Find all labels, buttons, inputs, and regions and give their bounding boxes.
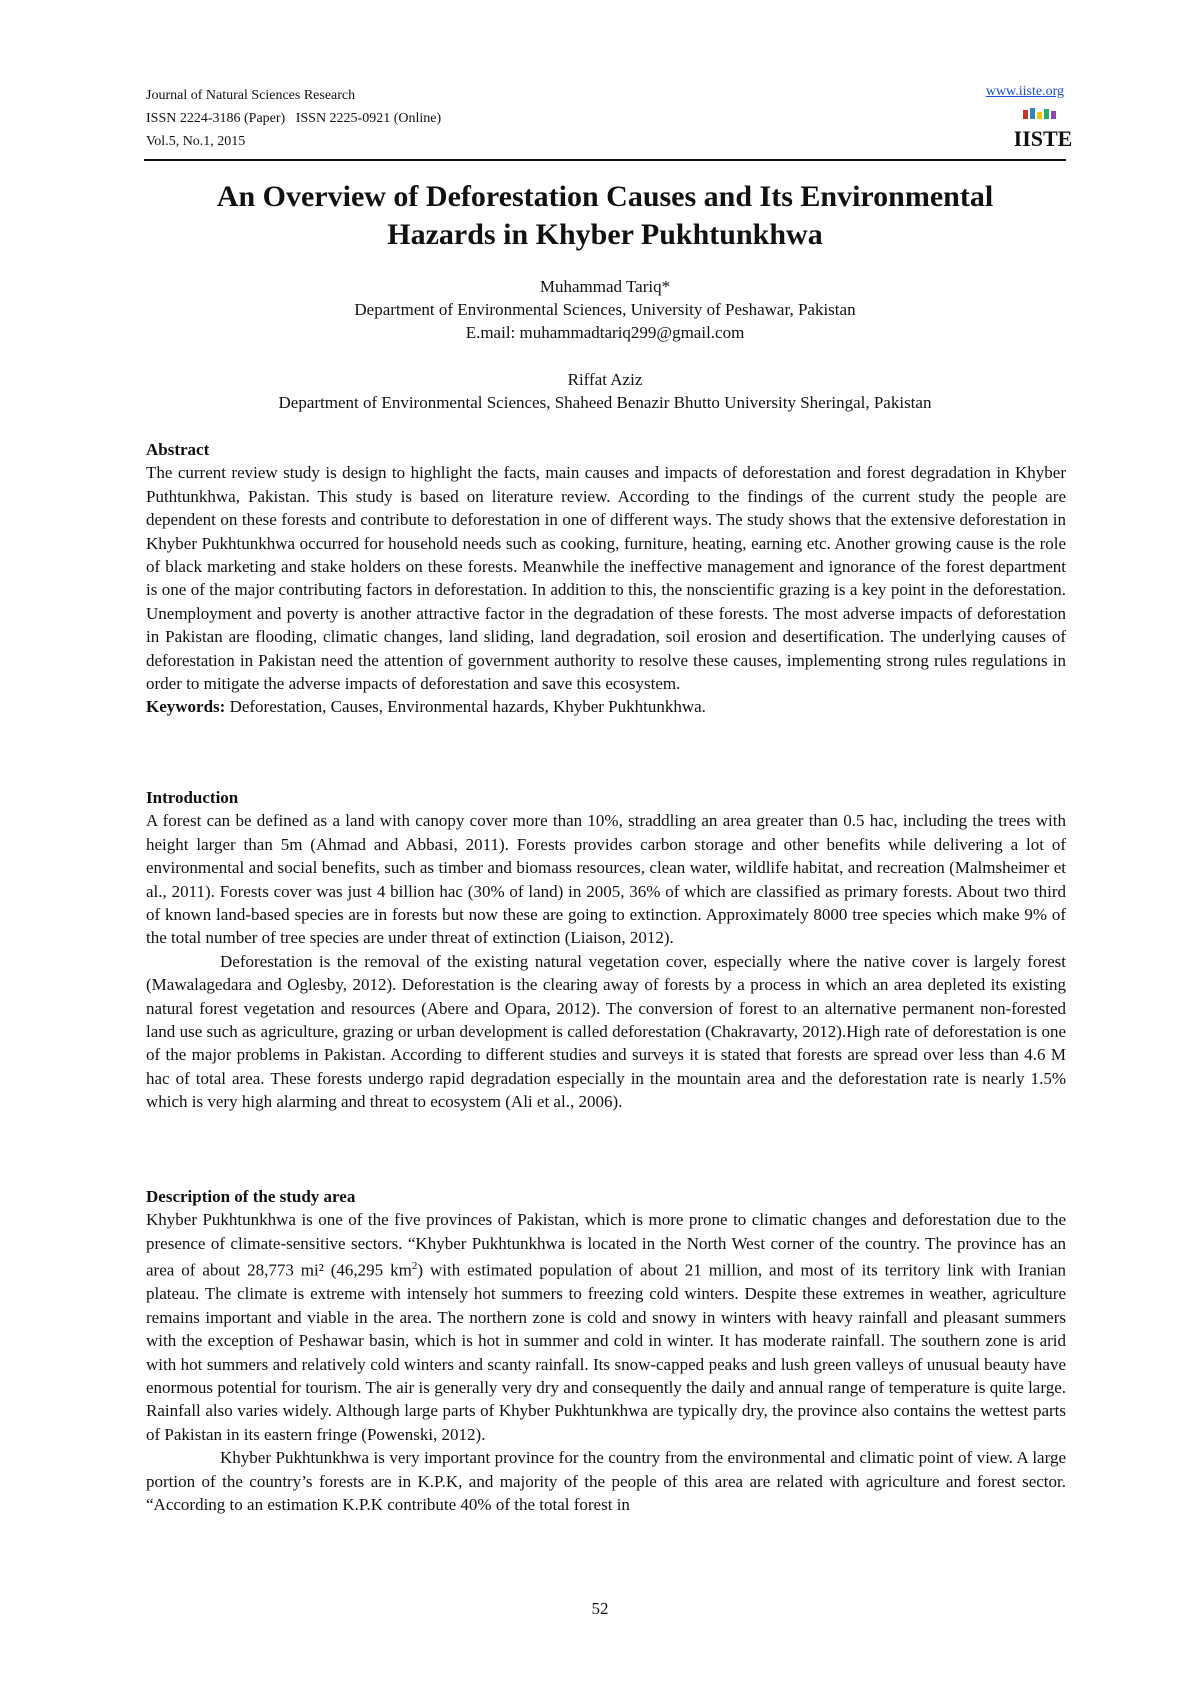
author-name: Muhammad Tariq* — [539, 277, 671, 296]
introduction-heading: Introduction — [146, 788, 239, 807]
paper-title — [144, 178, 1066, 254]
title-line-1: An Overview of Deforestation Causes and Its Environmental — [216, 180, 994, 213]
journal-name: Journal of Natural Sciences Research — [146, 88, 356, 103]
author-name: Riffat Aziz — [567, 370, 643, 389]
iiste-logo — [1013, 108, 1073, 152]
header-divider — [144, 159, 1066, 161]
author-email: E.mail: muhammadtariq299@gmail.com — [465, 323, 745, 342]
abstract-text: The current review study is design to highlight the facts, main causes and impacts of deforestation and forest degradation in Khyber Puthtunkhwa, Pakistan. This study is based on literature review. According to the findings of the current study the people are dependent on these forests and contribute to deforestation in one of different ways. The study shows that the extensive deforestation in Khyber Pukhtunkhwa occurred for household needs such as cooking, furniture, heating, earning etc. Another growing cause is the role of black marketing and stake holders on these forests. Meanwhile the ineffective management and ignorance of the forest department is one of the major contributing factors in deforestation. In addition to this, the nonscientific grazing is a key point in the deforestation. Unemployment and poverty is another attractive factor in the degradation of these forests. The most adverse impacts of deforestation in Pakistan are flooding, climatic changes, land sliding, land degradation, soil erosion and desertification. The underlying causes of deforestation in Pakistan need the attention of government authority to resolve these causes, implementing strong rules regulations in order to mitigate the adverse impacts of deforestation and save this ecosystem. — [146, 463, 1066, 694]
abstract-section — [146, 438, 1066, 719]
keywords-line — [146, 695, 1066, 718]
author-affiliation: Department of Environmental Sciences, Shaheed Benazir Bhutto University Sheringal, Pakistan — [278, 393, 932, 412]
study-area-paragraph — [146, 1208, 1066, 1446]
page-number: 52 — [591, 1599, 609, 1618]
title-line-2: Hazards in Khyber Pukhtunkhwa — [387, 218, 823, 251]
keywords-label: Keywords: — [146, 697, 226, 717]
study-area-text: Khyber Pukhtunkhwa is one of the five provinces of Pakistan, which is more prone to climatic changes and deforestation due to the presence of climate-sensitive sectors. “Khyber Pukhtunkhwa is located in the North West corner of the country. The province has an area of about 28,773 mi² (46,295 km — [146, 1210, 1066, 1280]
introduction-paragraph: Deforestation is the removal of the existing natural vegetation cover, especially where the native cover is largely forest (Mawalagedara and Oglesby, 2012). Deforestation is the clearing away of forests by a process in which an area depleted its existing natural forest vegetation and resources (Abere and Opara, 2012). The conversion of forest to an alternative permanent non-forested land use such as agriculture, grazing or urban development is called deforestation (Chakravarty, 2012).High rate of deforestation is one of the major problems in Pakistan. According to different studies and surveys it is stated that forests are spread over less than 4.6 M hac of total area. These forests undergo rapid degradation especially in the mountain area and the deforestation rate is nearly 1.5% which is very high alarming and threat to ecosystem (Ali et al., 2006). — [146, 951, 1066, 1112]
website-link[interactable]: www.iiste.org — [985, 84, 1064, 99]
introduction-section — [146, 786, 1066, 1114]
study-area-section — [146, 1185, 1066, 1516]
journal-issn: ISSN 2224-3186 (Paper) ISSN 2225-0921 (Online) — [146, 111, 442, 126]
author-affiliation: Department of Environmental Sciences, University of Peshawar, Pakistan — [354, 300, 856, 319]
keywords-text: Deforestation, Causes, Environmental hazards, Khyber Pukhtunkhwa. — [225, 697, 706, 717]
journal-volume: Vol.5, No.1, 2015 — [146, 134, 246, 149]
abstract-heading: Abstract — [146, 440, 210, 459]
logo-text: IISTE — [1013, 126, 1073, 151]
study-area-text: ) with estimated population of about 21 million, and most of its territory link with Iranian plateau. The climate is extreme with intensely hot summers to freezing cold winters. Despite these extremes in weather, agriculture remains important and viable in the area. The northern zone is cold and snowy in winters with heavy rainfall and pleasant summers with the exception of Peshawar basin, which is hot in summer and cold in winter. It has moderate rainfall. The southern zone is arid with hot summers and relatively cold winters and scanty rainfall. Its snow-capped peaks and lush green valleys of unusual beauty have enormous potential for tourism. The air is generally very dry and consequently the daily and annual range of temperature is quite large. Rainfall also varies widely. Although large parts of Khyber Pukhtunkhwa are typically dry, the province also contains the wettest parts of Pakistan in its eastern fringe (Powenski, 2012). — [146, 1260, 1067, 1444]
study-area-paragraph: Khyber Pukhtunkhwa is very important province for the country from the environmental and climatic point of view. A large portion of the country’s forests are in K.P.K, and majority of the people of this area are related with agriculture and forest sector. “According to an estimation K.P.K contribute 40% of the total forest in — [146, 1448, 1066, 1514]
superscript: 2 — [411, 1260, 418, 1273]
introduction-paragraph: A forest can be defined as a land with canopy cover more than 10%, straddling an area greater than 0.5 hac, including the trees with height larger than 5m (Ahmad and Abbasi, 2011). Forests provides carbon storage and other benefits while delivering a lot of environmental and social benefits, such as timber and biomass resources, clean water, wildlife habitat, and recreation (Malmsheimer et al., 2011). Forests cover was just 4 billion hac (30% of land) in 2005, 36% of which are classified as primary forests. About two third of known land-based species are in forests but now these are going to extinction. Approximately 8000 tree species which make 9% of the total number of tree species are under threat of extinction (Liaison, 2012). — [146, 811, 1066, 948]
journal-website-block — [986, 84, 1064, 100]
author-block — [144, 275, 1066, 414]
study-area-heading: Description of the study area — [146, 1187, 356, 1206]
journal-header — [146, 84, 441, 153]
